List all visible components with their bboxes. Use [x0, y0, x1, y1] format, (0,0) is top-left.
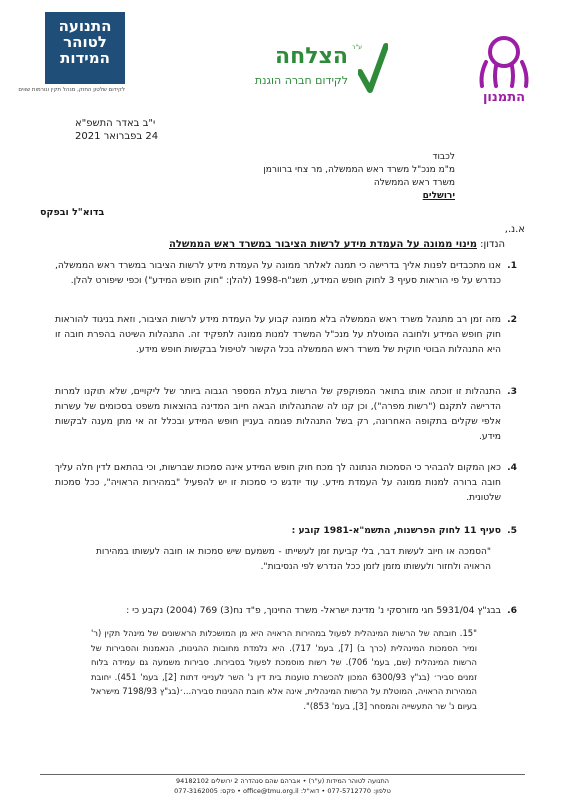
hatmanun-logo — [468, 32, 540, 112]
letterhead-logos — [0, 12, 565, 104]
paragraph-3 — [55, 384, 515, 444]
hatzlacha-logo-tm: ע"ר — [352, 44, 362, 51]
paragraph-5 — [55, 523, 515, 538]
subject-text: מינוי ממונה על העמדת מידע לרשות הציבור במשרד ראש הממשלה — [168, 239, 477, 250]
hatzlacha-logo-title: הצלחה — [274, 44, 348, 69]
logo-left-tagline: לקידום שלטון החוק, מנהל תקין ונורמות שווים — [18, 87, 125, 93]
footer-contact: טלפון: 077-5712770 • דוא"ל: office@tmu.org.il • פקס: 077-3162005 — [174, 787, 391, 795]
quote-interpretation-law: "הסמכה או חיוב לעשות דבר, בלי קביעת זמן לעשייתו - משמעם שיש סמכות או חובה לעשותו במהירות הראויה ולחזור ולעשותו מזמן לזמן ככל הנדרש לפי הנסיבות". — [96, 547, 491, 572]
paragraph-number: 6. — [507, 605, 517, 616]
paragraph-text: סעיף 11 לחוק הפרשנות, התשמ"א-1981 קובע : — [291, 525, 501, 536]
recipient-salutation: לכבוד — [432, 152, 455, 162]
tohar-hamidot-logo — [18, 12, 125, 93]
greeting: א.נ., — [504, 224, 525, 235]
paragraph-text: התנהלות זו זוכתה אותו בתואר המפוקפק של הרשות בעלת המספר הגבוה ביותר של ליקויים, שלא תוקנו למרות הדרישה לתקנם ("רשות מפרה"), וכן קנו לה שהתנהלותו הבאה חיוב המדינה בהוצאות משפט בסכומים של עשרות אלפי שקלים בתקופה האחרונה, רק בשל התנהלות פגומה בעניין חופש המידע ובכלל זה אי מתן מענה לבקשות מידע. — [55, 386, 501, 442]
paragraph-number: 5. — [507, 525, 517, 536]
logo-left-line1: התנועה — [58, 17, 112, 35]
paragraph-text: אנו מתכבדים לפנות אליך בדרישה כי תמנה לאלתר ממונה על העמדת מידע לרשות הציבור במשרד ראש הממשלה, כנדרש על פי הוראות סעיף 3 לחוק חופש המידע, תשנ"ח-1998 (להלן: "חוק חופש המידע") וכפי שיפורט להלן. — [55, 260, 501, 286]
footer-address: התנועה לטוהר המידות (ע"ר) • אברהם שהם סנהדרה 2 ירושלים 94182102 — [175, 777, 390, 785]
paragraph-text: בבג"ץ 5931/04 חגי מזורסקי נ' מדינת ישראל- משרד החינוך, פ"ד נח(3) 769 (2004) נקבע כי : — [126, 605, 501, 616]
subject-prefix: הנדון: — [480, 239, 505, 250]
recipient-office: משרד ראש הממשלה — [373, 178, 455, 188]
recipient-name: מ"מ מנכ"ל משרד ראש הממשלה, מר צחי ברוורמן — [263, 165, 455, 175]
paragraph-number: 2. — [507, 314, 517, 325]
logo-left-line3: המידות — [60, 49, 110, 67]
paragraph-text: כאן המקום להבהיר כי הסמכות הנתונה לך מכח חוק חופש המידע אינה סמכות שברשות, וכי בהתאם לדין חלה עליך חובה ברורה למנות ממונה על העמדת מידע. עוד יודגש כי סמכות זו יש להפעיל "במהירות הראויה", ככל סמכות שלטונית. — [55, 462, 501, 503]
hatzlacha-logo — [238, 38, 388, 98]
paragraph-4 — [55, 460, 515, 505]
logo-left-line2: לטוהר — [63, 33, 107, 51]
hatzlacha-logo-subtitle: לקידום חברה הוגנת — [254, 74, 348, 87]
paragraph-number: 4. — [507, 462, 517, 473]
delivery-method: בדוא"ל ובפקס — [40, 207, 105, 218]
paragraph-text: מזה זמן רב מתנהל משרד ראש הממשלה בלא ממונה קבוע על העמדת מידע לרשות הציבור, וזאת בניגוד להוראות חוק חופש המידע ולחובה המוטלת על מנכ"ל המשרד למנות ממונה לתפקיד זה. התנהלות השיטה בהפרת חובה זו היא התנהלות הבוטי חוקית של משרד ראש הממשלה בכל הקשור לטיפול בבקשות חופש מידע. — [55, 314, 501, 355]
paragraph-2 — [55, 312, 515, 357]
paragraph-6 — [55, 603, 515, 618]
footer-divider — [40, 774, 525, 775]
gregorian-date: 24 בפברואר 2021 — [75, 131, 159, 142]
subject-line — [169, 239, 505, 250]
paragraph-number: 3. — [507, 386, 517, 397]
hatmanun-logo-text: התמנון — [482, 90, 526, 105]
paragraph-1 — [55, 258, 515, 288]
paragraph-number: 1. — [507, 260, 517, 271]
checkmark-icon — [358, 42, 388, 94]
quote-court-ruling: "15. חובתה של הרשות המינהלית לפעול במהירות הראויה היא מן המושכלות הראשונים של מינהל תקין (ר' ומיר הסמכות המינהלית (כרך ב) [7], בעמ' 717). היא נלמדת מחובות ההגינות, הנאמנות והסבירות של הרשות המינהלית (שם, בעמ' 706). של רשות מוסמכת לפעול בסבירות. סבירות משמעה גם עמידה בלוח זמנים סביר׳ (בג"ץ 6300/93 המכון להכשרת טוענות בית דין נ' השר לענייני דתות [2], בעמ' 451). יחובת המהירות הראויה, המוטלת על הרשות המינהלית, אינה אלא חובת ההגינות סבירה...׳(בג"ץ 7198/93 מישראל בעיום נ' שר התעשייה והמסחר [3], בעמ' 853)". — [91, 628, 478, 711]
recipient-city: ירושלים — [422, 191, 455, 201]
tohar-hamidot-logo-box — [45, 12, 125, 84]
hebrew-date: י"ב באדר התשפ"א — [75, 118, 156, 129]
octopus-icon — [468, 32, 540, 90]
